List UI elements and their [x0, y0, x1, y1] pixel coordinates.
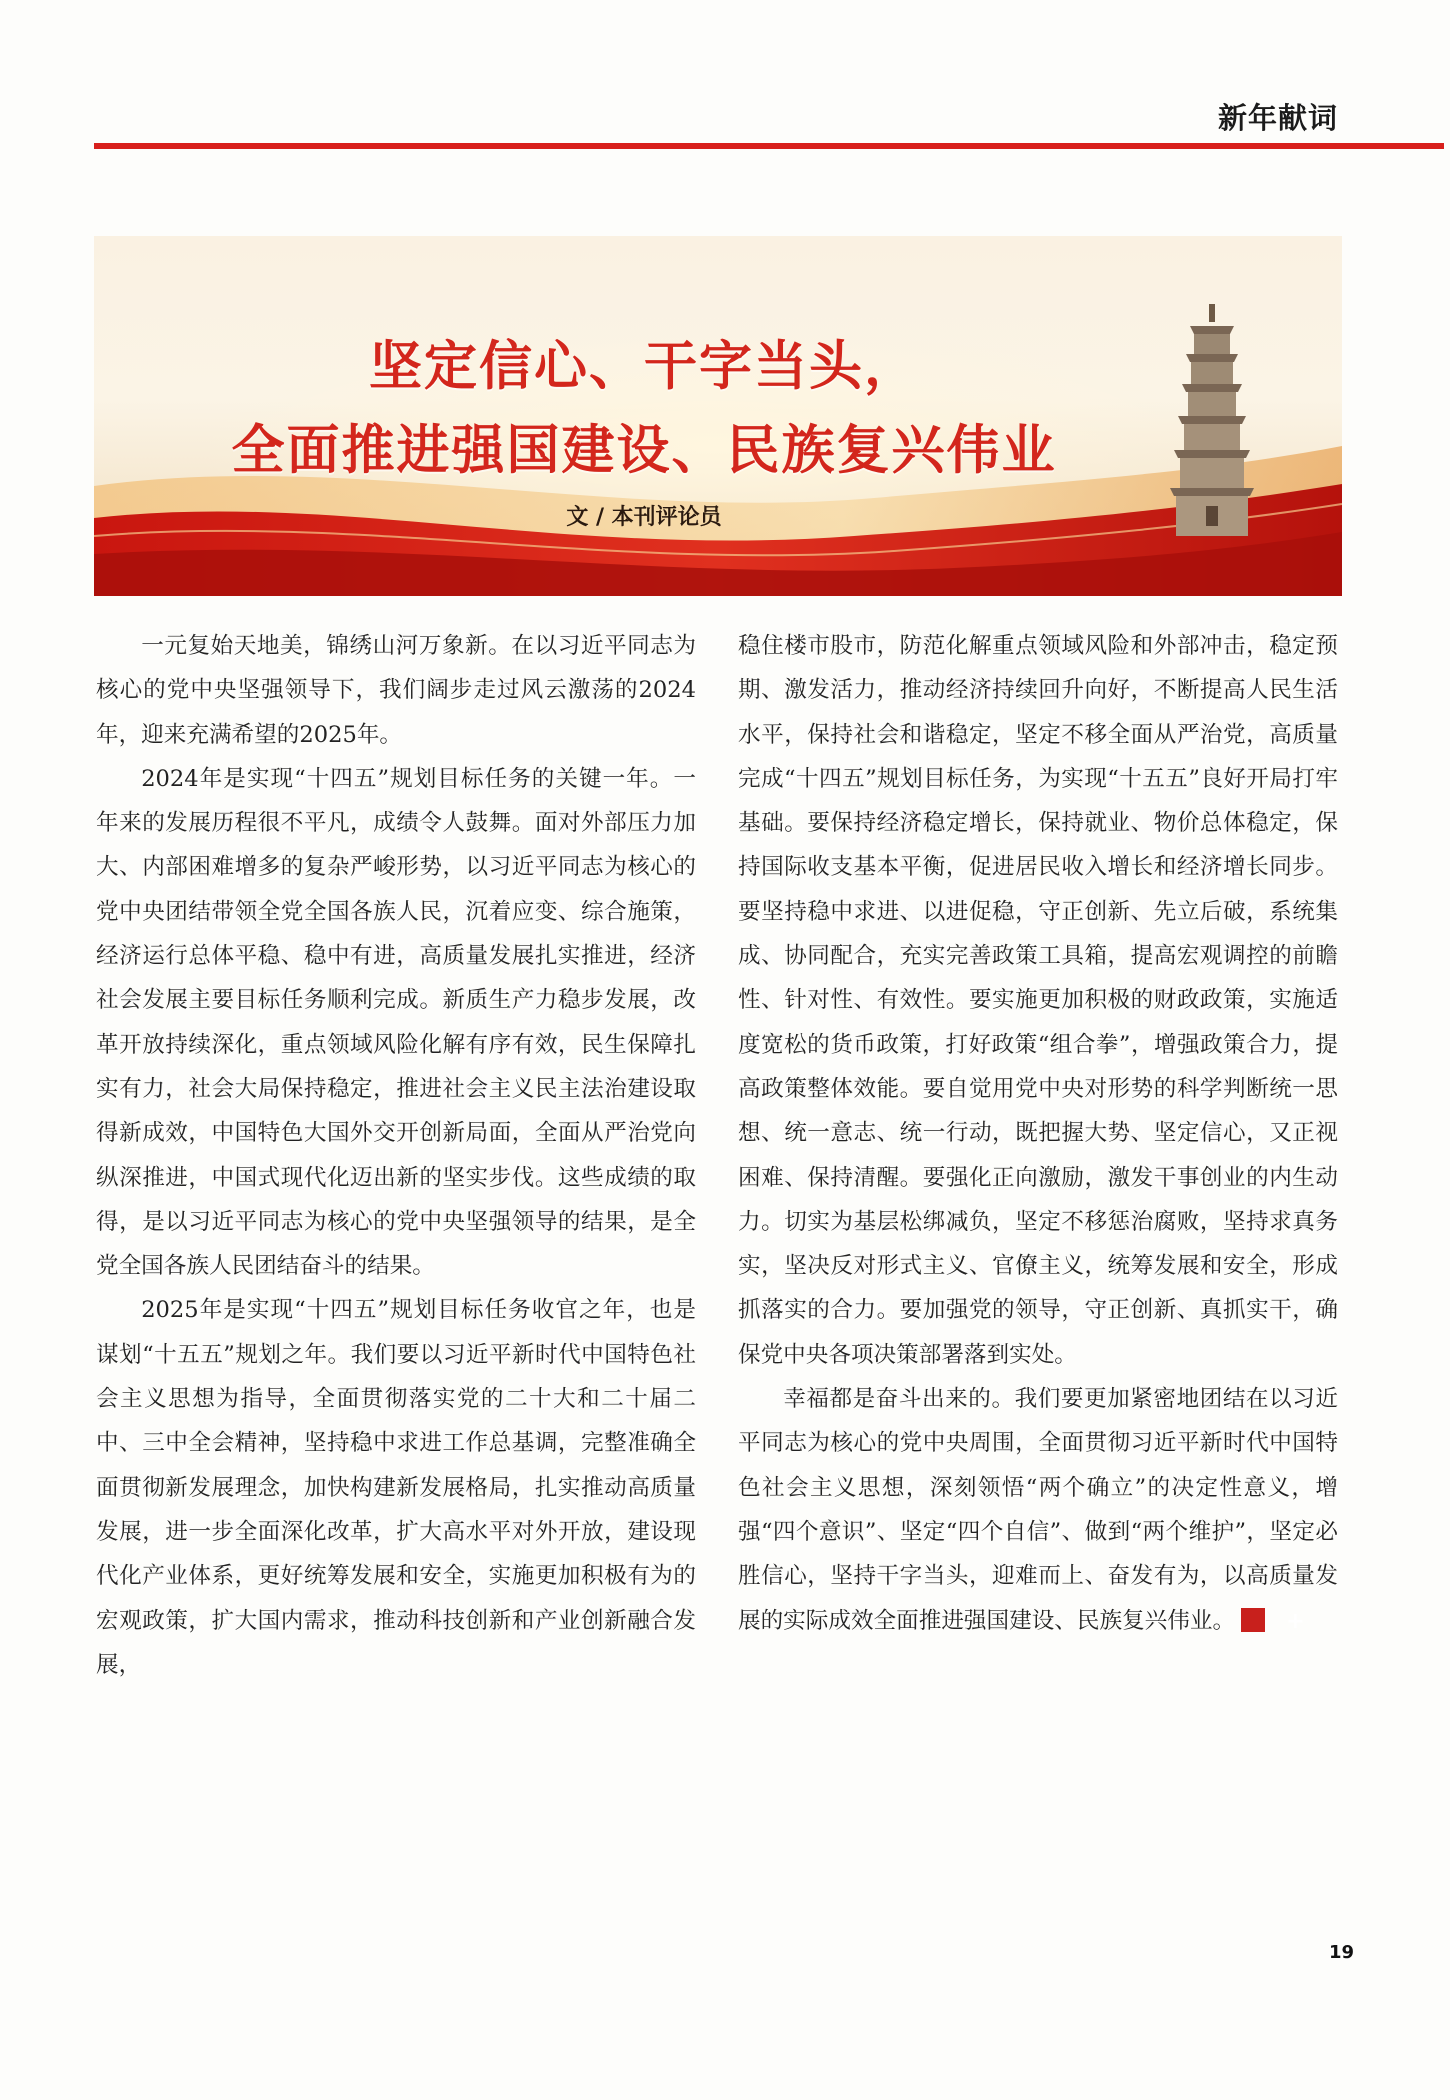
end-mark-icon	[1241, 1608, 1265, 1632]
paragraph-text: 幸福都是奋斗出来的。我们要更加紧密地团结在以习近平同志为核心的党中央周围，全面贯彻习近平新时代中国特色社会主义思想，深刻领悟“两个确立”的决定性意义，增强“四个意识”、坚定“四个自信”、做到“两个维护”，坚定必胜信心，坚持干字当头，迎难而上、奋发有为，以高质量发展的实际成效全面推进强国建设、民族复兴伟业。	[738, 1386, 1338, 1634]
paragraph: 一元复始天地美，锦绣山河万象新。在以习近平同志为核心的党中央坚强领导下，我们阔步走过风云激荡的2024年，迎来充满希望的2025年。	[96, 633, 696, 748]
paragraph-continuation: 稳住楼市股市，防范化解重点领域风险和外部冲击，稳定预期、激发活力，推动经济持续回升向好，不断提高人民生活水平，保持社会和谐稳定，坚定不移全面从严治党，高质量完成“十四五”规划目标任务，为实现“十五五”良好开局打牢基础。要保持经济稳定增长，保持就业、物价总体稳定，保持国际收支基本平衡，促进居民收入增长和经济增长同步。要坚持稳中求进、以进促稳，守正创新、先立后破，系统集成、协同配合，充实完善政策工具箱，提高宏观调控的前瞻性、针对性、有效性。要实施更加积极的财政政策，实施适度宽松的货币政策，打好政策“组合拳”，增强政策合力，提高政策整体效能。要自觉用党中央对形势的科学判断统一思想、统一意志、统一行动，既把握大势、坚定信心，又正视困难、保持清醒。要强化正向激励，激发干事创业的内生动力。切实为基层松绑减负，坚定不移惩治腐败，坚持求真务实，坚决反对形式主义、官僚主义，统筹发展和安全，形成抓落实的合力。要加强党的领导，守正创新、真抓实干，确保党中央各项决策部署落到实处。	[738, 633, 1338, 1368]
article-title-line1: 坚定信心、干字当头，	[369, 336, 919, 397]
section-label: 新年献词	[1217, 101, 1338, 135]
article-right-column	[738, 624, 1338, 1643]
article-title-line2: 全面推进强国建设、民族复兴伟业	[231, 420, 1057, 481]
byline: 文 / 本刊评论员	[566, 505, 722, 530]
paragraph: 2025年是实现“十四五”规划目标任务收官之年，也是谋划“十五五”规划之年。我们要以习近平新时代中国特色社会主义思想为指导，全面贯彻落实党的二十大和二十届二中、三中全会精神，坚持稳中求进工作总基调，完整准确全面贯彻新发展理念，加快构建新发展格局，扎实推动高质量发展，进一步全面深化改革，扩大高水平对外开放，建设现代化产业体系，更好统筹发展和安全，实施更加积极有为的宏观政策，扩大国内需求，推动科技创新和产业创新融合发展，	[96, 1297, 696, 1678]
page-number: 19	[1328, 1942, 1354, 1963]
paragraph: 2024年是实现“十四五”规划目标任务的关键一年。一年来的发展历程很不平凡，成绩令人鼓舞。面对外部压力加大、内部困难增多的复杂严峻形势，以习近平同志为核心的党中央团结带领全党全国各族人民，沉着应变、综合施策，经济运行总体平稳、稳中有进，高质量发展扎实推进，经济社会发展主要目标任务顺利完成。新质生产力稳步发展，改革开放持续深化，重点领域风险化解有序有效，民生保障扎实有力，社会大局保持稳定，推进社会主义民主法治建设取得新成效，中国特色大国外交开创新局面，全面从严治党向纵深推进，中国式现代化迈出新的坚实步伐。这些成绩的取得，是以习近平同志为核心的党中央坚强领导的结果，是全党全国各族人民团结奋斗的结果。	[96, 765, 696, 1280]
paragraph	[738, 1377, 1338, 1643]
article-left-column	[96, 624, 696, 1687]
title-banner	[94, 236, 1342, 596]
header-rule	[94, 143, 1444, 149]
